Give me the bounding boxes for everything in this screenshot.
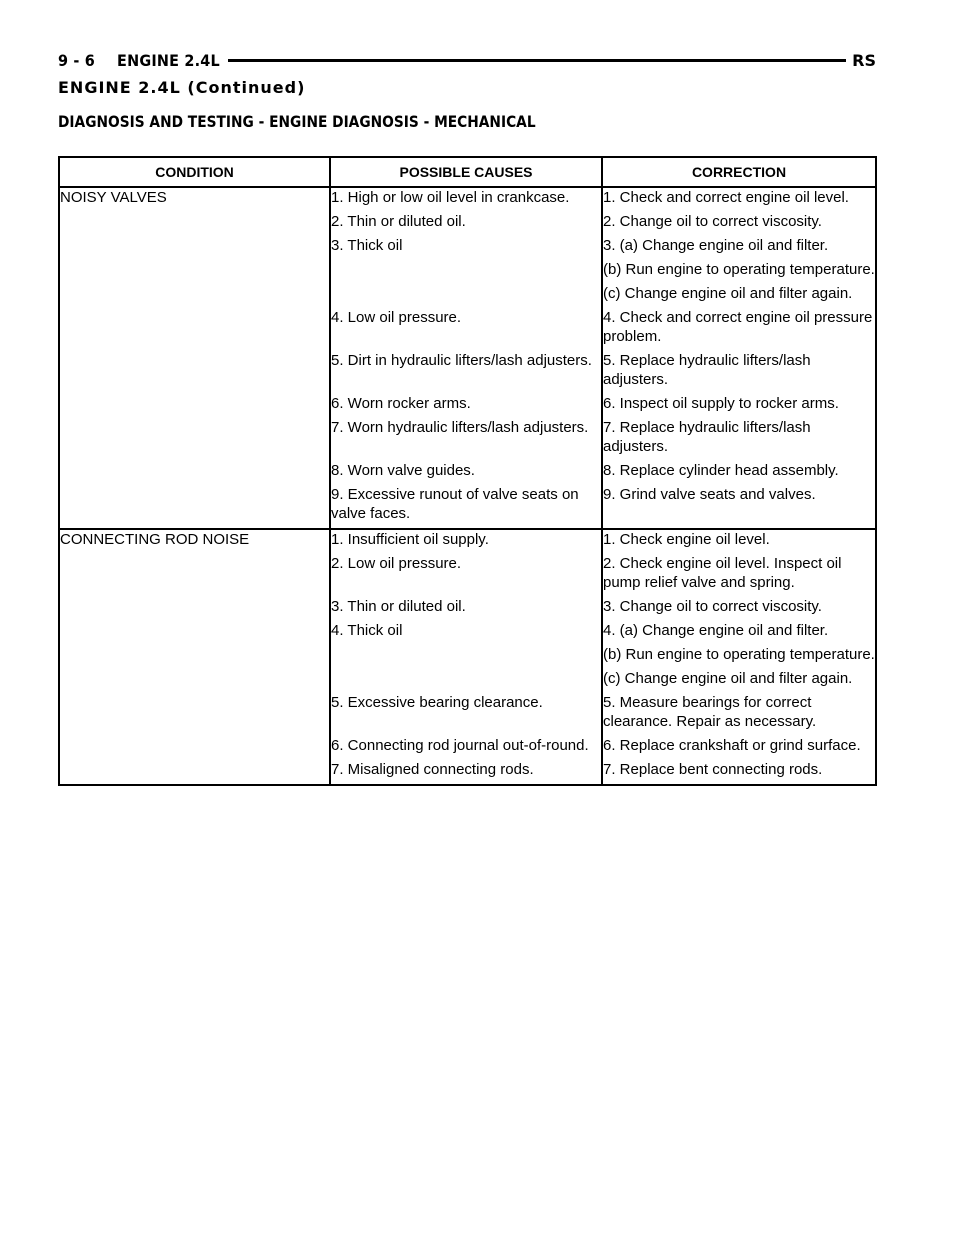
correction-item: 8. Replace cylinder head assembly. (603, 462, 839, 479)
header-rule (228, 59, 846, 62)
condition-cell: NOISY VALVES (59, 187, 330, 529)
correction-item: 7. Replace hydraulic lifters/lash adjusters. (603, 419, 811, 455)
correction-item: 9. Grind valve seats and valves. (603, 486, 816, 503)
table-row (59, 187, 876, 529)
correction-item: (b) Run engine to operating temperature. (603, 261, 875, 278)
cause-item: 7. Misaligned connecting rods. (331, 761, 534, 778)
cause-item: 7. Worn hydraulic lifters/lash adjusters. (331, 419, 589, 436)
column-header-correction: CORRECTION (602, 157, 876, 187)
causes-cell (330, 529, 602, 785)
continued-title: ENGINE 2.4L (Continued) (58, 78, 306, 97)
correction-item: 5. Measure bearings for correct clearance. Repair as necessary. (603, 694, 817, 730)
cause-item: 3. Thin or diluted oil. (331, 598, 466, 615)
header-title: ENGINE 2.4L (117, 50, 220, 70)
correction-item: 1. Check and correct engine oil level. (603, 189, 849, 206)
column-header-condition: CONDITION (59, 157, 330, 187)
correction-item: 6. Replace crankshaft or grind surface. (603, 737, 861, 754)
correction-item: (c) Change engine oil and filter again. (603, 670, 853, 687)
cause-item: 1. Insufficient oil supply. (331, 531, 489, 548)
cause-item: 2. Low oil pressure. (331, 555, 462, 572)
correction-item: (b) Run engine to operating temperature. (603, 646, 875, 663)
corrections-cell (602, 187, 876, 529)
page-header (58, 50, 876, 70)
correction-item: 1. Check engine oil level. (603, 531, 770, 548)
diagnosis-table (58, 156, 877, 786)
corrections-cell (602, 529, 876, 785)
correction-item: 5. Replace hydraulic lifters/lash adjusters. (603, 352, 811, 388)
cause-item (331, 669, 601, 688)
cause-item: 3. Thick oil (331, 237, 403, 254)
correction-item: (c) Change engine oil and filter again. (603, 285, 853, 302)
cause-item: 9. Excessive runout of valve seats on valve faces. (331, 486, 579, 522)
cause-item: 8. Worn valve guides. (331, 462, 475, 479)
correction-item: 2. Check engine oil level. Inspect oil pump relief valve and spring. (603, 555, 842, 591)
correction-item: 3. (a) Change engine oil and filter. (603, 237, 829, 254)
column-header-causes: POSSIBLE CAUSES (330, 157, 602, 187)
cause-item: 4. Low oil pressure. (331, 309, 462, 326)
cause-item: 5. Excessive bearing clearance. (331, 694, 543, 711)
condition-cell: CONNECTING ROD NOISE (59, 529, 330, 785)
cause-item: 4. Thick oil (331, 622, 403, 639)
cause-item: 1. High or low oil level in crankcase. (331, 189, 570, 206)
cause-item (331, 284, 601, 303)
cause-item: 2. Thin or diluted oil. (331, 213, 466, 230)
correction-item: 7. Replace bent connecting rods. (603, 761, 823, 778)
cause-item: 6. Worn rocker arms. (331, 395, 471, 412)
correction-item: 6. Inspect oil supply to rocker arms. (603, 395, 839, 412)
page-number: 9 - 6 (58, 50, 96, 70)
cause-item (331, 260, 601, 279)
correction-item: 4. Check and correct engine oil pressure problem. (603, 309, 873, 345)
correction-item: 2. Change oil to correct viscosity. (603, 213, 822, 230)
correction-item: 3. Change oil to correct viscosity. (603, 598, 822, 615)
section-title: DIAGNOSIS AND TESTING - ENGINE DIAGNOSIS - MECHANICAL (58, 112, 536, 131)
cause-item (331, 645, 601, 664)
table-row (59, 529, 876, 785)
table-header-row (59, 157, 876, 187)
cause-item: 5. Dirt in hydraulic lifters/lash adjusters. (331, 352, 592, 369)
causes-cell (330, 187, 602, 529)
correction-item: 4. (a) Change engine oil and filter. (603, 622, 829, 639)
cause-item: 6. Connecting rod journal out-of-round. (331, 737, 589, 754)
header-code: RS (852, 50, 876, 70)
